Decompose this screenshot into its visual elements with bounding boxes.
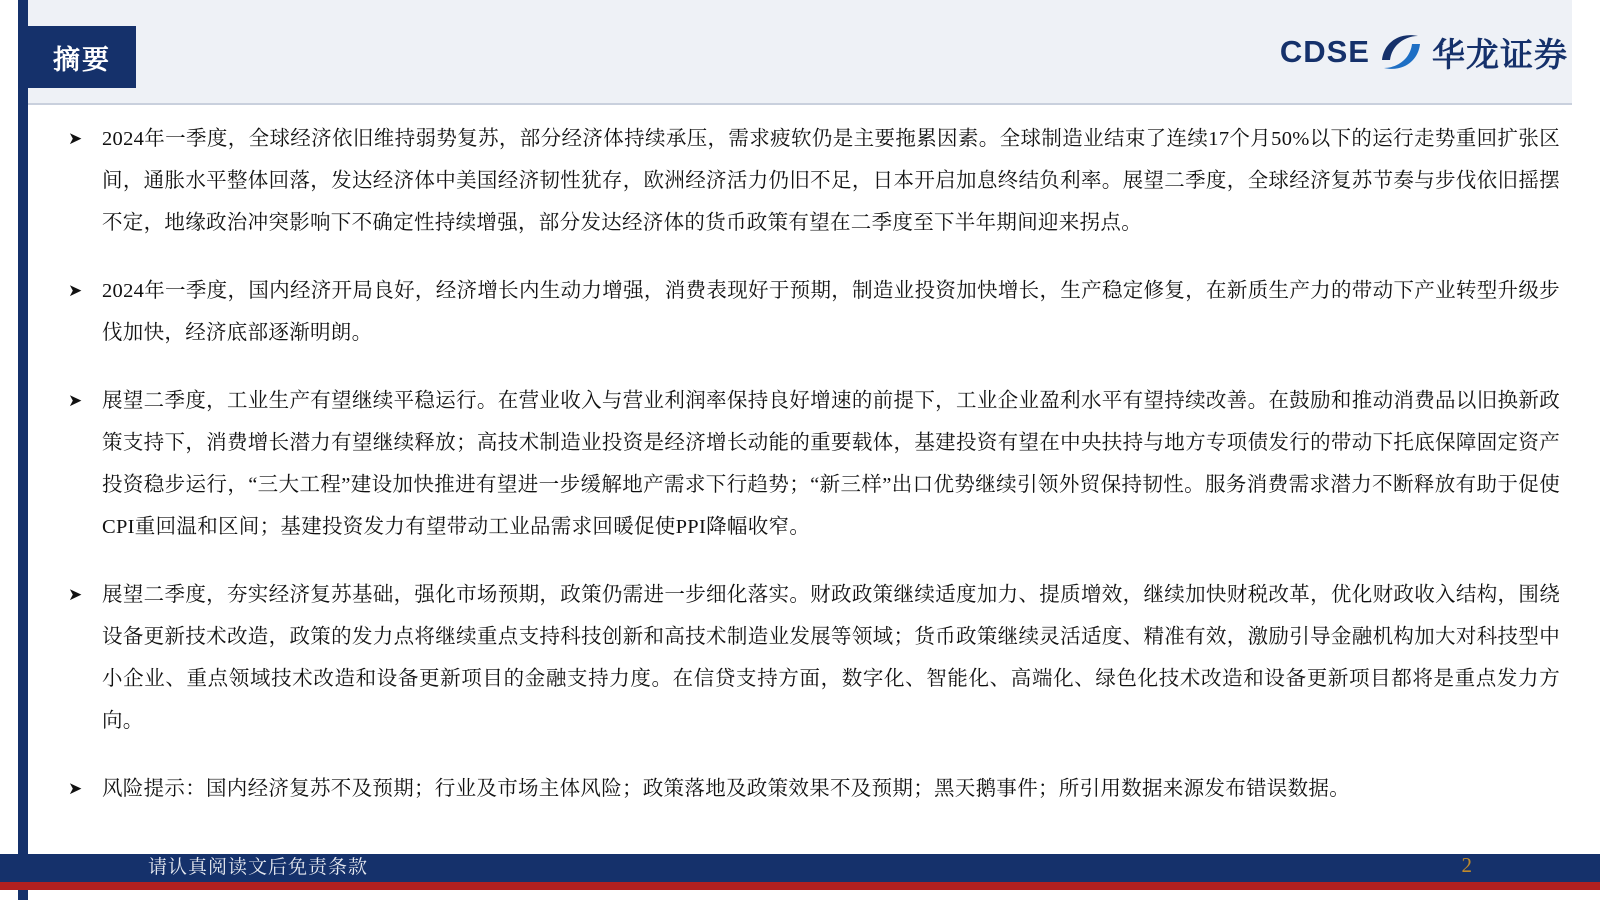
bullet-arrow-icon: ➤ — [68, 129, 83, 149]
header-divider — [28, 103, 1572, 105]
summary-paragraph — [60, 270, 1560, 354]
summary-paragraph — [60, 118, 1560, 244]
footer-disclaimer: 请认真阅读文后免责条款 — [148, 857, 369, 878]
bullet-arrow-icon: ➤ — [68, 585, 83, 605]
risk-disclosure-paragraph — [60, 768, 1560, 810]
summary-paragraph — [60, 380, 1560, 548]
left-accent-bar — [18, 0, 28, 900]
bullet-arrow-icon: ➤ — [68, 281, 83, 301]
dragon-swirl-logo-icon — [1378, 30, 1424, 74]
paragraph-text: 风险提示：国内经济复苏不及预期；行业及市场主体风险；政策落地及政策效果不及预期；黑天鹅事件；所引用数据来源发布错误数据。 — [102, 778, 1350, 800]
page-number: 2 — [1461, 853, 1472, 877]
page-title: 摘要 — [28, 26, 136, 88]
bullet-arrow-icon: ➤ — [68, 391, 83, 411]
company-logo — [1280, 26, 1568, 78]
bullet-arrow-icon: ➤ — [68, 779, 83, 799]
paragraph-text: 2024年一季度，全球经济依旧维持弱势复苏，部分经济体持续承压，需求疲软仍是主要拖累因素。全球制造业结束了连续17个月50%以下的运行走势重回扩张区间，通胀水平整体回落，发达经济体中美国经济韧性犹存，欧洲经济活力仍旧不足，日本开启加息终结负利率。展望二季度，全球经济复苏节奏与步伐依旧摇摆不定，地缘政治冲突影响下不确定性持续增强，部分发达经济体的货币政策有望在二季度至下半年期间迎来拐点。 — [102, 128, 1560, 234]
summary-paragraph — [60, 574, 1560, 742]
logo-latin-text: CDSE — [1279, 34, 1370, 69]
summary-body — [60, 118, 1560, 836]
paragraph-text: 展望二季度，夯实经济复苏基础，强化市场预期，政策仍需进一步细化落实。财政政策继续适度加力、提质增效，继续加快财税改革，优化财政收入结构，围绕设备更新技术改造，政策的发力点将继续重点支持科技创新和高技术制造业发展等领域；货币政策继续灵活适度、精准有效，激励引导金融机构加大对科技型中小企业、重点领域技术改造和设备更新项目的金融支持力度。在信贷支持方面，数字化、智能化、高端化、绿色化技术改造和设备更新项目都将是重点发力方向。 — [102, 584, 1560, 732]
footer-accent-bar — [0, 882, 1600, 890]
logo-chinese-text: 华龙证券 — [1432, 35, 1568, 73]
paragraph-text: 展望二季度，工业生产有望继续平稳运行。在营业收入与营业利润率保持良好增速的前提下，工业企业盈利水平有望持续改善。在鼓励和推动消费品以旧换新政策支持下，消费增长潜力有望继续释放；高技术制造业投资是经济增长动能的重要载体，基建投资有望在中央扶持与地方专项债发行的带动下托底保障固定资产投资稳步运行，“三大工程”建设加快推进有望进一步缓解地产需求下行趋势；“新三样”出口优势继续引领外贸保持韧性。服务消费需求潜力不断释放有助于促使CPI重回温和区间；基建投资发力有望带动工业品需求回暖促使PPI降幅收窄。 — [102, 390, 1560, 538]
paragraph-text: 2024年一季度，国内经济开局良好，经济增长内生动力增强，消费表现好于预期，制造业投资加快增长，生产稳定修复，在新质生产力的带动下产业转型升级步伐加快，经济底部逐渐明朗。 — [102, 280, 1560, 344]
